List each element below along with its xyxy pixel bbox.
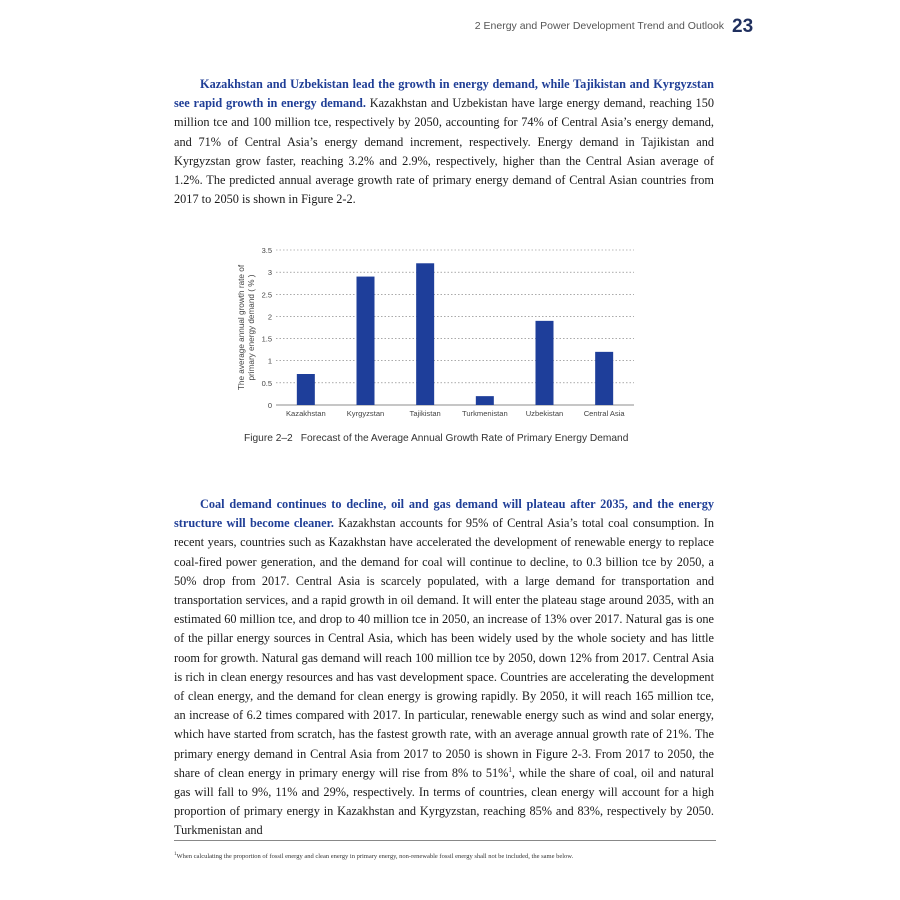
y-axis-label [237, 264, 256, 390]
bar-uzbekistan [536, 321, 554, 405]
bar-kazakhstan [297, 374, 315, 405]
page-number: 23 [732, 16, 754, 37]
y-tick-label: 1.5 [261, 334, 272, 344]
y-tick-label: 2.5 [261, 290, 272, 300]
y-tick-label: 1 [267, 356, 272, 366]
bar-kyrgyzstan [357, 277, 375, 405]
bar-turkmenistan [476, 396, 494, 405]
bar-tajikistan [416, 263, 434, 405]
x-tick-labels [286, 409, 625, 418]
footnote-text: When calculating the proportion of fossil energy and clean energy in primary energy, non-renewable fossil energy shall not be included, the same below. [176, 853, 574, 861]
gridlines [276, 250, 634, 405]
x-tick-label: Kazakhstan [285, 409, 326, 418]
y-axis-label-line2: primary energy demand ( % ) [247, 274, 256, 381]
footnote-divider [174, 840, 716, 841]
x-tick-label: Central Asia [583, 409, 625, 418]
running-title: 2 Energy and Power Development Trend and Outlook [474, 20, 724, 32]
page-header [0, 16, 900, 46]
y-tick-label: 2 [267, 312, 272, 322]
y-tick-labels [262, 246, 272, 410]
footnote-marker: 1 [174, 852, 177, 857]
figure-caption [244, 433, 664, 444]
x-tick-label: Uzbekistan [525, 409, 564, 418]
footnote-reference[interactable]: 1 [508, 765, 512, 774]
paragraph-energy-structure [174, 495, 714, 841]
bars [297, 263, 613, 405]
paragraph-lead-heading: Coal demand continues to decline, oil and gas demand will plateau after 2035, and the energy structure will become cleaner. [174, 497, 714, 531]
paragraph-body-part1: Kazakhstan accounts for 95% of Central Asia’s total coal consumption. In recent years, countries such as Kazakhstan have accelerated the development of renewable energy to replace coal-fired power generation, and the demand for coal will continue to decline, to 0.3 billion tce by 2050, a 50% drop from 2017. Central Asia is scarcely populated, with a large demand for transportation and transportation services, and a rapid growth in oil demand. It will enter the plateau stage around 2035, with an estimated 60 million tce, and drop to 40 million tce in 2050, an increase of 13% over 2017. Natural gas is one of the pillar energy sources in Central Asia, which has been widely used by the whole society and has little room for growth. Natural gas demand will reach 100 million tce by 2050, down 12% from 2017. Central Asia is rich in clean energy resources and has vast development space. Countries are accelerating the development of clean energy, and the demand for clean energy is growing rapidly. By 2050, it will reach 165 million tce, an increase of 6.2 times compared with 2017. In particular, renewable energy such as wind and solar energy, which have started from scratch, has the fastest growth rate, with an average annual growth rate of 21%. The primary energy demand in Central Asia from 2017 to 2050 is shown in Figure 2-3. From 2017 to 2050, the share of clean energy in primary energy will rise from 8% to 51% [174, 516, 715, 780]
y-tick-label: 3 [267, 268, 272, 278]
y-tick-label: 3.5 [261, 246, 272, 255]
x-tick-label: Tajikistan [409, 409, 441, 418]
paragraph-body-part2: , while the share of coal, oil and natural gas will fall to 9%, 11% and 29%, respectively. In terms of countries, clean energy will account for a high proportion of primary energy in Kazakhstan and Kyrgyzstan, reaching 85% and 83%, respectively by 2050. Turkmenistan and [174, 765, 714, 838]
bar-central-asia [595, 352, 613, 405]
x-tick-label: Kyrgyzstan [346, 409, 385, 418]
paragraph-body: Kazakhstan and Uzbekistan have large energy demand, reaching 150 million tce and 100 million tce, respectively by 2050, accounting for 74% of Central Asia’s energy demand, and 71% of Central Asia’s energy demand increment, respectively. Energy demand in Tajikistan and Kyrgyzstan grow faster, reaching 3.2% and 2.9%, respectively, higher than the Central Asian average of 1.2%. The predicted annual average growth rate of primary energy demand of Central Asian countries from 2017 to 2050 is shown in Figure 2-2. [174, 96, 715, 207]
figure-title: Forecast of the Average Annual Growth Rate of Primary Energy Demand [300, 433, 629, 444]
paragraph-lead-heading: Kazakhstan and Uzbekistan lead the growth in energy demand, while Tajikistan and Kyrgyzstan see rapid growth in energy demand. [174, 77, 714, 111]
y-axis-label-line1: The average annual growth rate of [237, 264, 246, 391]
figure-label: Figure 2–2 [244, 433, 293, 444]
paragraph-energy-demand-growth [174, 75, 714, 209]
growth-rate-bar-chart [236, 244, 656, 426]
footnote [174, 852, 714, 860]
y-tick-label: 0 [267, 401, 272, 410]
y-tick-label: 0.5 [261, 378, 272, 388]
x-tick-label: Turkmenistan [461, 409, 508, 418]
